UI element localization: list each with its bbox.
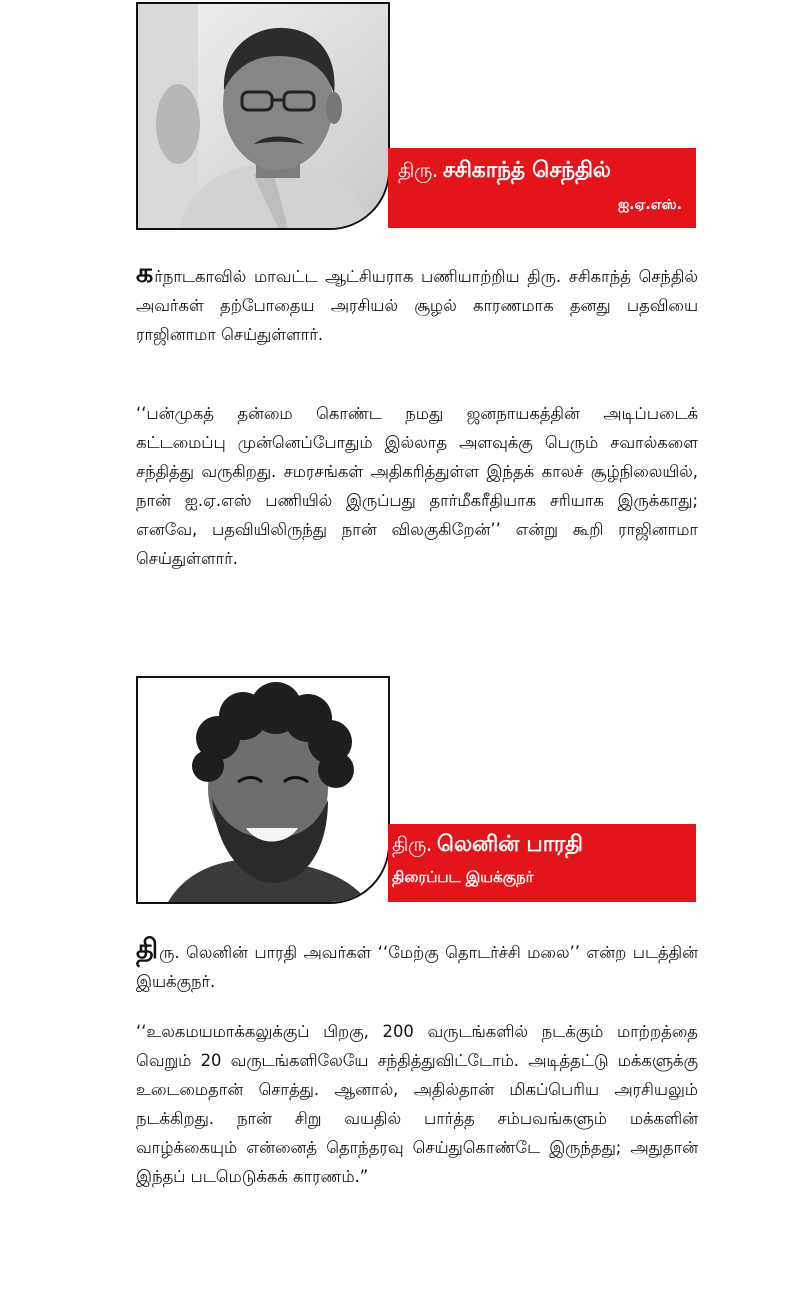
article-2-intro (136, 934, 698, 996)
intro-text: ர்நாடகாவில் மாவட்ட ஆட்சியராக பணியாற்றிய திரு. சசிகாந்த் செந்தில் அவர்கள் தற்போதைய அரசியல் சூழல் காரணமாக தனது பதவியை ராஜினாமா செய்துள்ளார். (136, 267, 698, 344)
name-line (392, 832, 583, 860)
name-line (398, 158, 611, 186)
article-1-quote: ‘‘பன்முகத் தன்மை கொண்ட நமது ஜனநாயகத்தின் அடிப்படைக் கட்டமைப்பு முன்னெப்போதும் இல்லாத அளவுக்கு பெரும் சவால்களை சந்தித்து வருகிறது. சமரசங்கள் அதிகரித்துள்ள இந்தக் காலச் சூழ்நிலையில், நான் ஐ.ஏ.எஸ் பணியில் இருப்பது தார்மீகரீதியாக சரியாக இருக்காது; எனவே, பதவியிலிருந்து நான் விலகுகிறேன்’’ என்று கூறி ராஜினாமா செய்துள்ளார். (136, 404, 698, 568)
name-banner (388, 824, 696, 902)
drop-cap: க (136, 258, 154, 289)
article-1-intro (136, 258, 698, 349)
profile-card-lenin-bharathi (136, 676, 696, 902)
person-name: சசிகாந்த் செந்தில் (442, 158, 611, 183)
honorific: திரு. (398, 158, 438, 182)
portrait-image (138, 4, 388, 228)
portrait-image (138, 678, 388, 902)
article-2-quote: ‘‘உலகமயமாக்கலுக்குப் பிறகு, 200 வருடங்களில் நடக்கும் மாற்றத்தை வெறும் 20 வருடங்களிலேயே சந்தித்துவிட்டோம். அடித்தட்டு மக்களுக்கு உடைமைதான் சொத்து. ஆனால், அதில்தான் மிகப்பெரிய அரசியலும் நடக்கிறது. நான் சிறு வயதில் பார்த்த சம்பவங்களும் மக்களின் வாழ்க்கையும் என்னைத் தொந்தரவு செய்துகொண்டே இருந்தது; அதுதான் இந்தப் படமெடுக்கக் காரணம்.” (136, 1022, 698, 1186)
drop-cap: தி (136, 934, 159, 965)
portrait-photo (136, 2, 390, 230)
name-banner (388, 148, 696, 228)
portrait-photo (136, 676, 390, 904)
profile-card-sasikanth (136, 2, 696, 228)
person-name: லெனின் பாரதி (436, 832, 583, 857)
honorific: திரு. (392, 832, 432, 856)
intro-text: ரு. லெனின் பாரதி அவர்கள் ‘‘மேற்கு தொடர்ச்சி மலை’’ என்ற படத்தின் இயக்குநர். (136, 943, 698, 991)
person-role: ஐ.ஏ.எஸ். (617, 197, 682, 213)
person-role: திரைப்பட இயக்குநர் (392, 868, 534, 886)
